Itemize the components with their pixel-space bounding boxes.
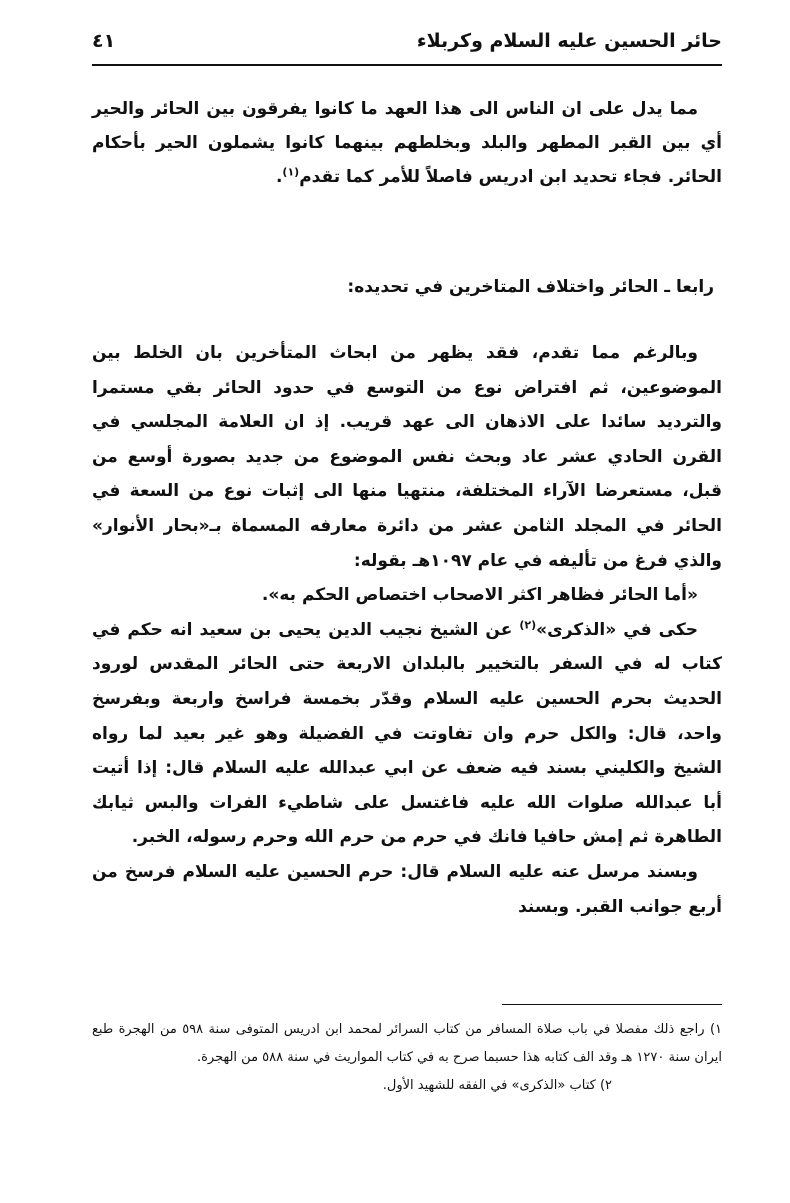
page-header <box>92 24 722 66</box>
quote-paragraph: «أما الحائر فظاهر اكثر الاصحاب اختصاص الحكم به». <box>261 585 698 606</box>
footnote-ref-2: (٢) <box>519 618 537 632</box>
paragraph-main: وبالرغم مما تقدم، فقد يظهر من ابحاث المتأخرين بان الخلط بين الموضوعين، ثم افتراض نوع من التوسع في حدود الحائر بقي مستمرا والترديد سائدا على الاذهان الى عهد قريب. إذ ان العلامة المجلسي في القرن الحادي عشر عاد وبحث نفس الموضوع من جديد بصورة أوسع من قبل، مستعرضا الآراء المختلفة، منتهيا منها الى إثبات نوع من السعة في الحائر في المجلد الثامن عشر من دائرة معارفه المسماة بـ«بحار الأنوار» والذي فرغ من تأليفه في عام ١٠٩٧هـ بقوله: <box>92 343 722 571</box>
running-title: حائر الحسين عليه السلام وكربلاء <box>416 30 722 52</box>
intro-block <box>92 92 722 297</box>
footnote-1: ١) راجع ذلك مفصلا في باب صلاة المسافر من كتاب السرائر لمحمد ابن ادريس المتوفى سنة ٥٩٨ من الهجرة طبع ايران سنة ١٢٧٠ هـ وقد الف كتابه هذا حسبما صرح به في كتاب المواريث في سنة ٥٨٨ من الهجرة. <box>92 1022 722 1065</box>
paragraph-dhikra <box>92 613 722 855</box>
dhikra-start: حكى في «الذكرى» <box>536 619 698 640</box>
intro-paragraph <box>92 92 722 194</box>
footnotes <box>92 1016 722 1100</box>
section-heading: رابعا ـ الحائر واختلاف المتاخرين في تحديده: <box>347 277 714 297</box>
intro-text: مما يدل على ان الناس الى هذا العهد ما كانوا يفرقون بين الحائر والحير أي بين القبر المطهر والبلد وبخلطهم بينهما كانوا يشملون الحير بأحكام الحائر. فجاء تحديد ابن ادريس فاصلاً للأمر كما تقدم <box>92 99 722 187</box>
main-block <box>92 336 722 924</box>
paragraph-last: وبسند مرسل عنه عليه السلام قال: حرم الحسين عليه السلام فرسخ من أربع جوانب القبر. وبسند <box>92 861 722 917</box>
intro-end: . <box>275 167 283 187</box>
footnote-2: ٢) كتاب «الذكرى» في الفقه للشهيد الأول. <box>382 1078 612 1093</box>
page-number: ٤١ <box>92 30 116 52</box>
dhikra-rest: عن الشيخ نجيب الدين يحيى بن سعيد انه حكم في كتاب له في السفر بالتخيير بالبلدان الاربعة حتى الحائر المقدس لورود الحديث بحرم الحسين عليه السلام وقدّر بخمسة فراسخ واربعة وبفرسخ واحد، قال: والكل حرم وان تفاوتت في الفضيلة وهو غير بعيد لما رواه الشيخ والكليني بسند فيه ضعف عن ابي عبدالله عليه السلام قال: إذا أتيت أبا عبدالله صلوات الله عليه فاغتسل على شاطيء الفرات والبس ثيابك الطاهرة ثم إمش حافيا فانك في حرم من حرم الله وحرم رسوله، الخبر. <box>92 619 722 848</box>
footnote-ref-1: (١) <box>282 165 300 179</box>
footnote-divider <box>502 1004 722 1005</box>
